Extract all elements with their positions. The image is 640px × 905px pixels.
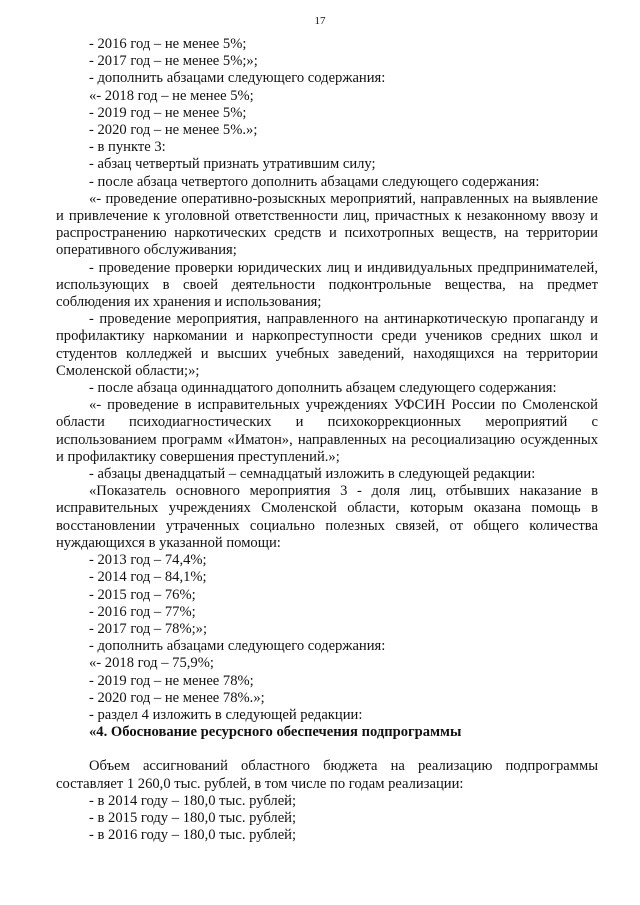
paragraph: - 2015 год – 76%; xyxy=(89,586,196,603)
document-body xyxy=(56,36,598,844)
paragraph: - в 2015 году – 180,0 тыс. рублей; xyxy=(89,809,297,826)
paragraph: - в 2014 году – 180,0 тыс. рублей; xyxy=(89,792,297,809)
page-number: 17 xyxy=(314,15,326,27)
paragraph: - 2014 год – 84,1%; xyxy=(89,569,207,586)
paragraph: - 2013 год – 74,4%; xyxy=(89,552,207,569)
paragraph: - 2020 год – не менее 5%.»; xyxy=(89,122,258,139)
paragraph: «- проведение оперативно-розыскных мероприятий, направленных на выявление и привлечение к уголовной ответственности лиц, причастных к незаконному ввозу и распространению наркотических средств и психотропных веществ, на территории оперативного обслуживания; xyxy=(56,190,598,259)
paragraph: - в пункте 3: xyxy=(89,139,166,156)
paragraph: - 2016 год – 77%; xyxy=(89,603,196,620)
paragraph-gap xyxy=(56,741,598,758)
paragraph: - дополнить абзацами следующего содержания: xyxy=(89,70,386,87)
paragraph: - 2019 год – не менее 5%; xyxy=(89,104,247,121)
paragraph: «Показатель основного мероприятия 3 - доля лиц, отбывших наказание в исправительных учреждениях Смоленской области, которым оказана помощь в восстановлении утраченных социально полезных связей, от общего количества нуждающихся в указанной помощи: xyxy=(56,483,598,551)
paragraph: - абзацы двенадцатый – семнадцатый изложить в следующей редакции: xyxy=(89,466,536,483)
section-heading: «4. Обоснование ресурсного обеспечения подпрограммы xyxy=(89,724,462,741)
paragraph: - после абзаца одиннадцатого дополнить абзацем следующего содержания: xyxy=(89,380,557,397)
paragraph: «- 2018 год – не менее 5%; xyxy=(89,87,254,104)
paragraph: Объем ассигнований областного бюджета на реализацию подпрограммы составляет 1 260,0 тыс. рублей, в том числе по годам реализации: xyxy=(56,758,598,792)
paragraph: «- 2018 год – 75,9%; xyxy=(89,655,214,672)
paragraph: - 2019 год – не менее 78%; xyxy=(89,672,254,689)
paragraph: - 2017 год – 78%;»; xyxy=(89,620,208,637)
paragraph: «- проведение в исправительных учреждениях УФСИН России по Смоленской области психодиагностических и психокоррекционных мероприятий с использованием программ «Иматон», направленных на ресоциализацию осужденных и профилактику совершения преступлений.»; xyxy=(56,397,598,465)
paragraph: - проведение мероприятия, направленного на антинаркотическую пропаганду и профилактику наркомании и наркопреступности среди учеников средних школ и студентов колледжей и высших учебных заведений, находящихся на территории Смоленской области;»; xyxy=(56,311,598,379)
paragraph: - в 2016 году – 180,0 тыс. рублей; xyxy=(89,827,297,844)
paragraph: - 2016 год – не менее 5%; xyxy=(89,36,247,52)
paragraph: - абзац четвертый признать утратившим силу; xyxy=(89,156,376,173)
paragraph: - после абзаца четвертого дополнить абзацами следующего содержания: xyxy=(89,173,540,190)
paragraph: - дополнить абзацами следующего содержания: xyxy=(89,638,386,655)
paragraph: - 2017 год – не менее 5%;»; xyxy=(89,53,258,70)
paragraph: - проведение проверки юридических лиц и индивидуальных предпринимателей, использующих в своей деятельности подконтрольные вещества, на предмет соблюдения их хранения и использования; xyxy=(56,259,598,311)
paragraph: - 2020 год – не менее 78%.»; xyxy=(89,689,265,706)
paragraph: - раздел 4 изложить в следующей редакции: xyxy=(89,706,363,723)
